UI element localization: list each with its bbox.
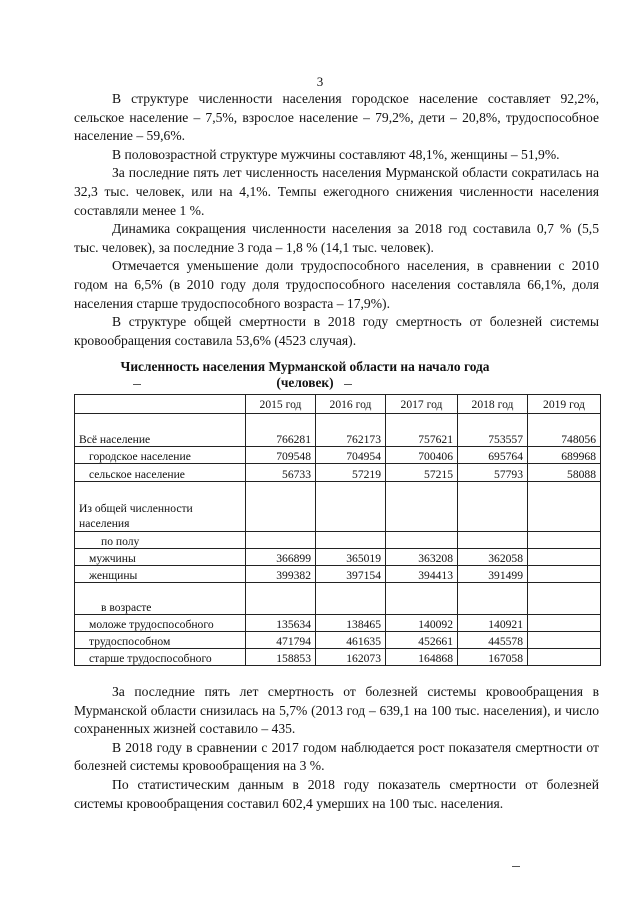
table-row-younger xyxy=(75,615,601,632)
cell xyxy=(528,566,601,583)
paragraph-mortality-share: В структуре общей смертности в 2018 году смертность от болезней системы кровообращения составила 53,6% (4523 случая). xyxy=(74,314,599,348)
cell xyxy=(528,615,601,632)
header-empty xyxy=(75,395,246,414)
scan-mark xyxy=(344,384,352,385)
cell: 365019 xyxy=(316,549,386,566)
cell: 57215 xyxy=(386,464,458,482)
cell: 138465 xyxy=(316,615,386,632)
cell: 471794 xyxy=(246,632,316,649)
cell xyxy=(528,549,601,566)
cell: 399382 xyxy=(246,566,316,583)
table-row-by-sex xyxy=(75,532,601,549)
header-year: 2019 год xyxy=(528,395,601,414)
cell: 762173 xyxy=(316,414,386,447)
table-title-line2: (человек) xyxy=(276,375,334,390)
table-row-of-total xyxy=(75,482,601,532)
cell xyxy=(528,649,601,666)
header-year: 2017 год xyxy=(386,395,458,414)
header-year: 2015 год xyxy=(246,395,316,414)
cell: 394413 xyxy=(386,566,458,583)
header-year: 2018 год xyxy=(458,395,528,414)
cell: 162073 xyxy=(316,649,386,666)
row-label: городское население xyxy=(75,447,246,464)
paragraph-working-share: Отмечается уменьшение доли трудоспособного населения, в сравнении с 2010 годом на 6,5% (в 2010 году доля трудоспособного населения составляла 66,1%, доля населения старше трудоспособного возраста – 17,9%). xyxy=(74,258,599,311)
row-label: старше трудоспособного xyxy=(75,649,246,666)
cell: 704954 xyxy=(316,447,386,464)
table-row-urban xyxy=(75,447,601,464)
row-label: моложе трудоспособного xyxy=(75,615,246,632)
paragraph-mortality-rate: По статистическим данным в 2018 году показатель смертности от болезней системы кровообращения составил 602,4 умерших на 100 тыс. населения. xyxy=(74,776,599,811)
scan-mark xyxy=(133,384,141,385)
cell: 164868 xyxy=(386,649,458,666)
cell xyxy=(528,632,601,649)
page-number: 3 xyxy=(316,74,324,89)
cell: 167058 xyxy=(458,649,528,666)
cell: 700406 xyxy=(386,447,458,464)
paragraph-mortality-growth: В 2018 году в сравнении с 2017 годом наблюдается рост показателя смертности от болезней системы кровообращения на 3 %. xyxy=(74,739,599,774)
row-label: Из общей численности населения xyxy=(75,482,246,532)
table-row-working xyxy=(75,632,601,649)
paragraph-mortality-decline: За последние пять лет смертность от болезней системы кровообращения в Мурманской области снизилась на 5,7% (2013 год – 639,1 на 100 тыс. населения), и число сохраненных жизней составило – 435. xyxy=(74,684,599,737)
table-row-by-age xyxy=(75,583,601,615)
paragraph-dynamics: Динамика сокращения численности населения за 2018 год составила 0,7 % (5,5 тыс. человек), за последние 3 года – 1,8 % (14,1 тыс. человек). xyxy=(74,221,599,255)
cell: 452661 xyxy=(386,632,458,649)
table-title-line1: Численность населения Мурманской области на начало года xyxy=(120,359,490,374)
cell: 56733 xyxy=(246,464,316,482)
cell: 366899 xyxy=(246,549,316,566)
cell: 391499 xyxy=(458,566,528,583)
table-row-rural xyxy=(75,464,601,482)
paragraph-structure: В структуре численности населения городское население составляет 92,2%, сельское население – 7,5%, взрослое население – 79,2%, дети – 20,8%, трудоспособное население – 59,6%. xyxy=(74,91,599,144)
cell: 58088 xyxy=(528,464,601,482)
row-label: трудоспособном xyxy=(75,632,246,649)
row-label: по полу xyxy=(75,532,246,549)
cell: 397154 xyxy=(316,566,386,583)
text-block-bottom xyxy=(74,683,599,813)
cell: 158853 xyxy=(246,649,316,666)
cell: 689968 xyxy=(528,447,601,464)
table-row-older xyxy=(75,649,601,666)
row-label: Всё население xyxy=(75,414,246,447)
cell: 140921 xyxy=(458,615,528,632)
cell: 753557 xyxy=(458,414,528,447)
paragraph-sex-structure: В половозрастной структуре мужчины составляют 48,1%, женщины – 51,9%. xyxy=(112,146,560,162)
text-block-top xyxy=(74,90,599,350)
population-table xyxy=(74,394,601,666)
cell: 695764 xyxy=(458,447,528,464)
table-title xyxy=(0,359,610,391)
cell: 135634 xyxy=(246,615,316,632)
cell: 57219 xyxy=(316,464,386,482)
table-header-row xyxy=(75,395,601,414)
cell: 709548 xyxy=(246,447,316,464)
cell: 445578 xyxy=(458,632,528,649)
table-row-men xyxy=(75,549,601,566)
row-label: женщины xyxy=(75,566,246,583)
cell: 766281 xyxy=(246,414,316,447)
cell: 363208 xyxy=(386,549,458,566)
row-label: мужчины xyxy=(75,549,246,566)
cell: 57793 xyxy=(458,464,528,482)
header-year: 2016 год xyxy=(316,395,386,414)
table-row-total xyxy=(75,414,601,447)
cell: 748056 xyxy=(528,414,601,447)
cell: 362058 xyxy=(458,549,528,566)
scan-mark xyxy=(512,866,520,867)
row-label: в возрасте xyxy=(75,583,246,615)
cell: 461635 xyxy=(316,632,386,649)
table-row-women xyxy=(75,566,601,583)
cell: 140092 xyxy=(386,615,458,632)
row-label: сельское население xyxy=(75,464,246,482)
paragraph-five-year-decline: За последние пять лет численность населения Мурманской области сократилась на 32,3 тыс. человек, или на 4,1%. Темпы ежегодного снижения численности населения составляли менее 1 %. xyxy=(74,165,599,218)
cell: 757621 xyxy=(386,414,458,447)
